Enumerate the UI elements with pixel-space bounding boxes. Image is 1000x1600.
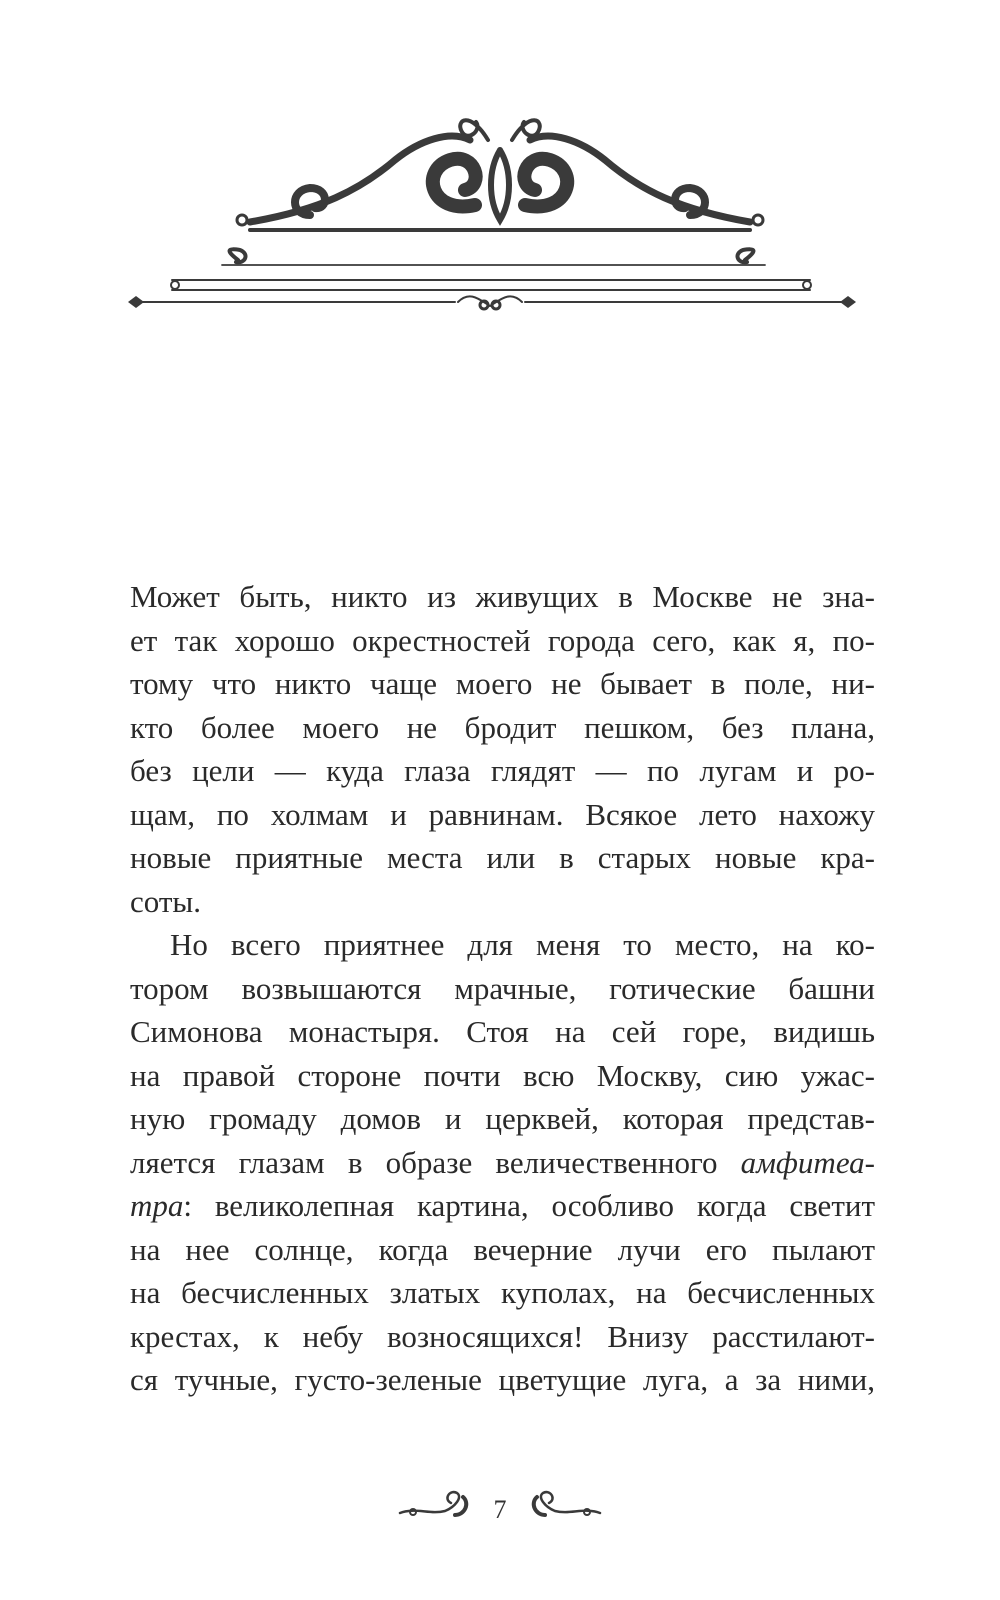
body-text: [130, 575, 875, 1402]
text-line: щам, по холмам и равнинам. Всякое лето нахожу: [130, 796, 875, 832]
text-line: Но всего приятнее для меня то место, на ко-: [170, 927, 875, 962]
header-ornament: [0, 0, 1000, 340]
text-line: крестах, к небу возносящихся! Внизу расстилают-: [130, 1318, 875, 1354]
text-line: на нее солнце, когда вечерние лучи его пылают: [130, 1231, 875, 1267]
paragraph-2: [130, 923, 875, 1402]
text-line: соты.: [130, 883, 201, 919]
text-line: [130, 1184, 875, 1228]
text-line: ную громаду домов и церквей, которая представ-: [130, 1101, 875, 1136]
text-line: Симонова монастыря. Стоя на сей горе, видишь: [130, 1014, 875, 1049]
text-line: новые приятные места или в старых новые кра-: [130, 840, 875, 875]
text-line: без цели — куда глаза глядят — по лугам и ро-: [130, 753, 875, 788]
paragraph-1: [130, 575, 875, 923]
page-footer: [0, 1485, 1000, 1545]
text-line: на бесчисленных златых куполах, на бесчисленных: [130, 1275, 875, 1310]
text-line: [130, 1141, 875, 1185]
text-line: тором возвышаются мрачные, готические башни: [130, 970, 875, 1006]
text-line: тому что никто чаще моего не бывает в поле, ни-: [130, 666, 875, 701]
text-segment: ляется глазам в образе величественного: [130, 1144, 741, 1180]
page-number: 7: [493, 1495, 507, 1524]
text-line: Может быть, никто из живущих в Москве не зна-: [130, 579, 875, 614]
text-segment: : великолепная картина, особливо когда светит: [183, 1188, 875, 1223]
italic-term: амфитеа-: [740, 1144, 875, 1180]
text-line: ся тучные, густо-зеленые цветущие луга, а за ними,: [130, 1362, 875, 1397]
text-line: на правой стороне почти всю Москву, сию ужас-: [130, 1057, 875, 1093]
italic-term: тра: [130, 1188, 184, 1223]
text-line: кто более моего не бродит пешком, без плана,: [130, 709, 875, 745]
text-line: ет так хорошо окрестностей города сего, как я, по-: [130, 622, 875, 658]
